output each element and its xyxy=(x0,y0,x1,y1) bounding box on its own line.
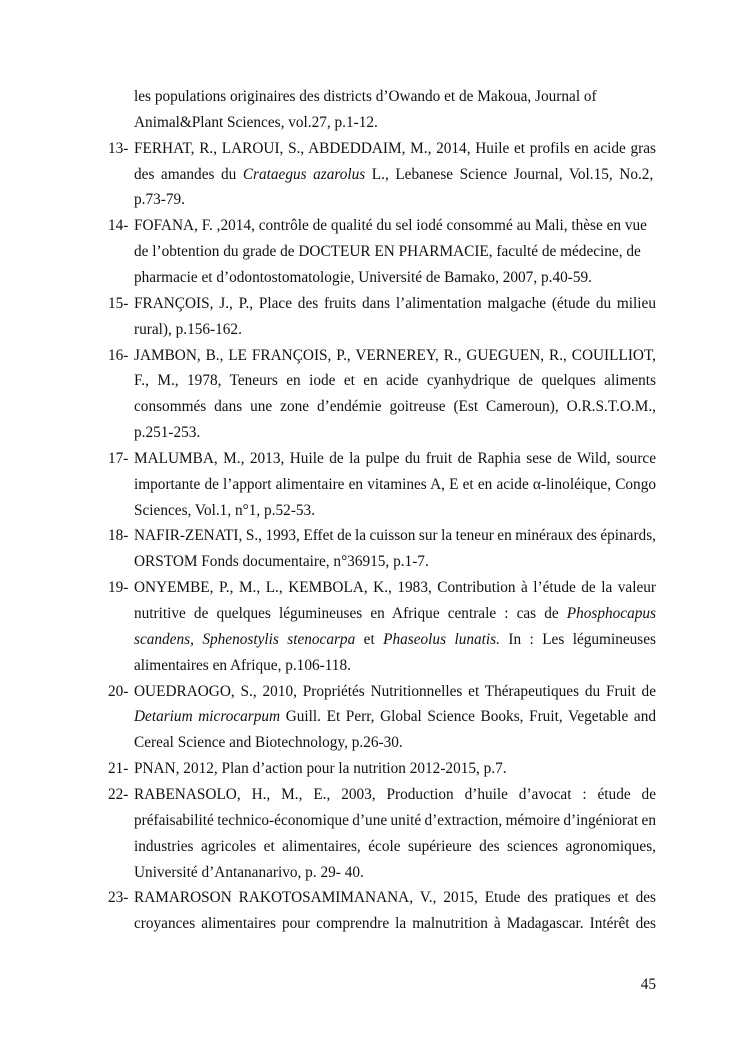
text-segment: OUEDRAOGO, S., 2010, Propriétés Nutritionnelles et Thérapeutiques du Fruit de xyxy=(134,682,656,700)
reference-number: 16- xyxy=(108,346,129,364)
reference-line-text xyxy=(134,758,507,780)
text-segment: In : Les légumineuses xyxy=(499,630,656,648)
reference-line xyxy=(134,551,656,573)
text-segment: L., Lebanese Science Journal, Vol.15, No.2, xyxy=(365,165,654,183)
reference-line xyxy=(134,164,656,186)
reference-line xyxy=(134,370,656,392)
text-segment: RAMAROSON RAKOTOSAMIMANANA, V., 2015, Etude des pratiques et des xyxy=(134,889,656,907)
reference-line-text xyxy=(134,164,653,186)
reference-line xyxy=(134,525,656,547)
reference-line xyxy=(134,396,656,418)
italic-text: Phaseolus lunatis. xyxy=(383,630,500,648)
reference-line xyxy=(134,86,656,108)
text-segment: FRANÇOIS, J., P., Place des fruits dans l’alimentation malgache (étude du milieu xyxy=(134,294,656,312)
text-segment: pharmacie et d’odontostomatologie, Université de Bamako, 2007, p.40-59. xyxy=(134,268,592,286)
reference-line-text xyxy=(134,525,656,547)
text-segment: p.73-79. xyxy=(134,191,185,209)
reference-line-text xyxy=(134,913,656,935)
italic-text: Phosphocapus xyxy=(566,605,656,622)
reference-line xyxy=(134,603,656,625)
reference-number: 17- xyxy=(108,449,129,467)
text-segment: consommés dans une zone d’endémie goitreuse (Est Cameroun), O.R.S.T.O.M., xyxy=(134,398,656,416)
reference-number: 15- xyxy=(108,294,129,312)
text-segment: préfaisabilité technico-économique d’une unité d’extraction, mémoire d’ingéniorat en xyxy=(134,811,656,829)
reference-line xyxy=(134,267,656,289)
reference-line-text xyxy=(134,603,656,625)
text-segment: p.251-253. xyxy=(134,424,201,442)
reference-number: 18- xyxy=(108,527,129,545)
reference-line xyxy=(134,112,656,134)
reference-line xyxy=(134,784,656,806)
reference-line-text xyxy=(134,293,656,315)
reference-line-text xyxy=(134,422,200,444)
text-segment: des amandes du xyxy=(134,165,243,183)
reference-line xyxy=(134,577,656,599)
reference-line-text xyxy=(134,500,315,522)
reference-line-text xyxy=(134,215,647,237)
text-segment: Sciences, Vol.1, n°1, p.52-53. xyxy=(134,501,316,519)
text-segment: ONYEMBE, P., M., L., KEMBOLA, K., 1983, Contribution à l’étude de la valeur xyxy=(134,579,656,597)
reference-line xyxy=(134,319,656,341)
reference-line xyxy=(134,810,656,832)
reference-line-text xyxy=(134,862,364,884)
reference-line-text xyxy=(134,629,656,651)
reference-number: 20- xyxy=(108,682,129,700)
reference-line-text xyxy=(134,396,656,418)
reference-line xyxy=(134,474,656,496)
text-segment: JAMBON, B., LE FRANÇOIS, P., VERNEREY, R., GUEGUEN, R., COUILLIOT, xyxy=(134,346,656,364)
text-segment: industries agricoles et alimentaires, école supérieure des sciences agronomiques, xyxy=(134,837,656,855)
reference-line xyxy=(134,862,656,884)
reference-line-text xyxy=(134,86,597,108)
reference-line-text xyxy=(134,370,656,392)
reference-line xyxy=(134,500,656,522)
reference-number: 21- xyxy=(108,760,129,778)
text-segment: , xyxy=(190,630,203,648)
reference-line-text xyxy=(134,138,656,160)
reference-line-text xyxy=(134,241,641,263)
reference-line-text xyxy=(134,448,656,470)
reference-line-text xyxy=(134,319,242,341)
text-segment: MALUMBA, M., 2013, Huile de la pulpe du fruit de Raphia sese de Wild, source xyxy=(134,449,656,467)
reference-number: 19- xyxy=(108,579,129,597)
reference-line xyxy=(134,345,656,367)
reference-line xyxy=(134,836,656,858)
reference-line xyxy=(134,706,656,728)
text-segment: rural), p.156-162. xyxy=(134,320,242,338)
reference-line xyxy=(134,732,656,754)
reference-line-text xyxy=(134,887,656,909)
reference-line-text xyxy=(134,474,656,496)
text-segment: ORSTOM Fonds documentaire, n°36915, p.1-7. xyxy=(134,553,429,571)
reference-line-text xyxy=(134,732,403,754)
italic-text: Crataegus azarolus xyxy=(242,165,366,183)
reference-line xyxy=(134,422,656,444)
reference-line-text xyxy=(134,706,656,728)
text-segment: nutritive de quelques légumineuses en Afrique centrale : cas de xyxy=(134,605,567,622)
reference-line-text xyxy=(134,267,592,289)
text-segment: Guill. Et Perr, Global Science Books, Fruit, Vegetable and xyxy=(280,708,656,726)
reference-line xyxy=(134,215,656,237)
text-segment: FOFANA, F. ,2014, contrôle de qualité du sel iodé consommé au Mali, thèse en vue xyxy=(134,217,647,235)
italic-text: Detarium microcarpum xyxy=(134,708,281,726)
reference-line-text xyxy=(134,189,185,211)
reference-number: 22- xyxy=(108,785,129,803)
reference-line xyxy=(134,655,656,677)
reference-line-text xyxy=(134,577,656,599)
reference-line xyxy=(134,913,656,935)
reference-line xyxy=(134,138,656,160)
text-segment: FERHAT, R., LAROUI, S., ABDEDDAIM, M., 2014, Huile et profils en acide gras xyxy=(134,139,656,157)
text-segment: Cereal Science and Biotechnology, p.26-30. xyxy=(134,734,403,752)
text-segment: NAFIR-ZENATI, S., 1993, Effet de la cuisson sur la teneur en minéraux des épinards, xyxy=(134,527,656,545)
reference-number: 13- xyxy=(108,139,129,157)
reference-line xyxy=(134,189,656,211)
reference-line-text xyxy=(134,655,351,677)
text-segment: Université d’Antananarivo, p. 29- 40. xyxy=(134,863,364,881)
reference-number: 23- xyxy=(108,889,129,907)
reference-line-text xyxy=(134,836,656,858)
text-segment: F., M., 1978, Teneurs en iode et en acide cyanhydrique de quelques aliments xyxy=(134,372,656,390)
reference-line-text xyxy=(134,784,656,806)
reference-line xyxy=(134,241,656,263)
reference-line xyxy=(134,758,656,780)
text-segment: et xyxy=(355,630,384,648)
text-segment: alimentaires en Afrique, p.106-118. xyxy=(134,656,351,674)
text-segment: RABENASOLO, H., M., E., 2003, Production d’huile d’avocat : étude de xyxy=(134,785,656,803)
reference-line xyxy=(134,629,656,651)
text-segment: Animal&Plant Sciences, vol.27, p.1-12. xyxy=(134,113,378,131)
reference-line-text xyxy=(134,810,656,832)
reference-line xyxy=(134,448,656,470)
reference-number: 14- xyxy=(108,217,129,235)
text-segment: les populations originaires des districts d’Owando et de Makoua, Journal of xyxy=(134,88,597,105)
reference-line-text xyxy=(134,345,656,367)
text-segment: importante de l’apport alimentaire en vitamines A, E et en acide α-linoléique, Congo xyxy=(134,475,656,493)
reference-line xyxy=(134,293,656,315)
italic-text: scandens xyxy=(134,630,191,648)
italic-text: Sphenostylis stenocarpa xyxy=(202,630,356,648)
text-segment: PNAN, 2012, Plan d’action pour la nutrition 2012-2015, p.7. xyxy=(134,760,507,778)
text-segment: de l’obtention du grade de DOCTEUR EN PHARMACIE, faculté de médecine, de xyxy=(134,243,641,261)
reference-line xyxy=(134,887,656,909)
reference-line-text xyxy=(134,112,378,134)
reference-line-text xyxy=(134,681,656,703)
page-number: 45 xyxy=(640,976,656,993)
reference-line xyxy=(134,681,656,703)
reference-line-text xyxy=(134,551,429,573)
text-segment: croyances alimentaires pour comprendre la malnutrition à Madagascar. Intérêt des xyxy=(134,915,656,933)
